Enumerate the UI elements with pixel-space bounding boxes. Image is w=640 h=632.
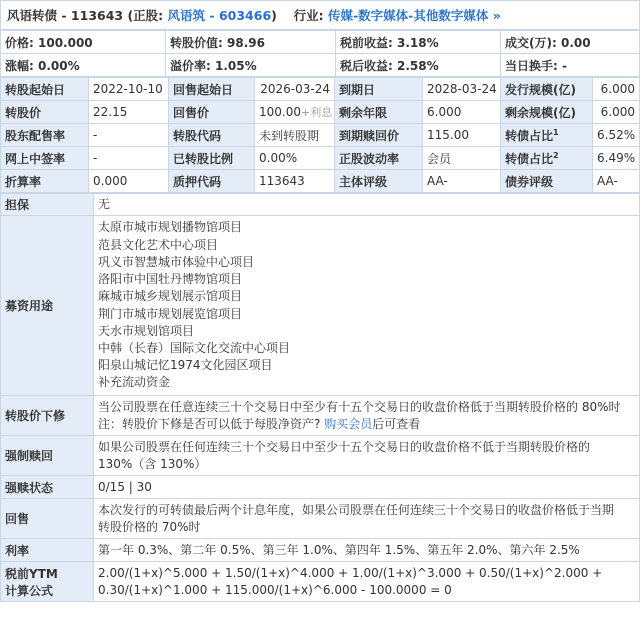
guarantee-row: 担保 无 [1, 194, 640, 216]
list-item: 范县文化艺术中心项目 [98, 237, 219, 252]
putback-row: 回售 本次发行的可转债最后两个计息年度，如果公司股票在任何连续三十个交易日的收盘价格低于当期 转股价格的 70%时 [1, 499, 640, 539]
table-row: 转股起始日 2022-10-10 回售起始日 2026-03-24 到期日 2028-03-24 发行规模(亿) 6.000 [1, 78, 640, 101]
reset-row: 转股价下修 当公司股票在任意连续三十个交易日中至少有十五个交易日的收盘价格低于当期转股价格的 80%时 注：转股价下修是否可以低于每股净资产? 购买会员后可查看 [1, 396, 640, 436]
bond-name: 风语转债 [7, 8, 58, 23]
conversion-code-status: 未到转股期 [255, 124, 335, 147]
list-item: 麻城市城乡规划展示馆项目 [98, 289, 243, 304]
stock-code-link[interactable]: 603466 [218, 8, 272, 23]
ytm-row: 税前YTM 计算公式 2.00/(1+x)^5.000 + 1.50/(1+x)^4.000 + 1.00/(1+x)^3.000 + 0.50/(1+x)^2.000 + 0.30/(1+x)^1.000 + 115.000/(1+x)^6.000 - 100.0000 = 0 [1, 562, 640, 602]
rate-row: 利率 第一年 0.3%、第二年 0.5%、第三年 1.0%、第四年 1.5%、第五年 2.0%、第六年 2.5% [1, 539, 640, 562]
turnover-amount-cell: 成交(万): 0.00 [501, 31, 640, 54]
table-row: 转股价 22.15 回售价 100.00+利息 剩余年限 6.000 剩余规模(亿) 6.000 [1, 101, 640, 124]
pretax-yield-cell: 税前收益: 3.18% [336, 31, 501, 54]
premium-cell: 溢价率: 1.05% [166, 54, 336, 77]
buy-membership-link[interactable]: 购买会员 [324, 416, 373, 431]
industry-link[interactable]: 传媒-数字媒体-其他数字媒体 [327, 8, 489, 23]
bond-terms [0, 193, 640, 602]
list-item: 天水市规划馆项目 [98, 323, 195, 338]
quote-summary [0, 30, 640, 77]
redeem-status-row: 强赎状态 0/15 | 30 [1, 476, 640, 499]
list-item: 洛阳市中国牡丹博物馆项目 [98, 272, 243, 287]
member-link[interactable]: 会员 [423, 147, 501, 170]
table-row: 折算率 0.000 质押代码 113643 主体评级 AA- 债券评级 AA- [1, 170, 640, 193]
redeem-row: 强制赎回 如果公司股票在任何连续三十个交易日中至少十五个交易日的收盘价格不低于当期转股价格的 130%（含 130%） [1, 436, 640, 476]
funds-row: 募资用途 太原市城市规划播物馆项目 范县文化艺术中心项目 巩义市智慧城市体验中心项目 洛阳市中国牡丹博物馆项目 麻城市城乡规划展示馆项目 荆门市城市规划展览馆项目 天水市规划馆项目 中韩（长春）国际文化交流中心项目 阳泉山城记忆1974文化园区项目 补充流动资金 [1, 216, 640, 396]
aftertax-yield-cell: 税后收益: 2.58% [336, 54, 501, 77]
list-item: 阳泉山城记忆1974文化园区项目 [98, 358, 273, 373]
stock-label: (正股: [127, 8, 164, 23]
table-row: 股东配售率 - 转股代码 未到转股期 到期赎回价 115.00 转债占比$^1$ 6.52% [1, 124, 640, 147]
industry-arrow-icon: » [492, 8, 501, 23]
bond-code: 113643 [70, 8, 124, 23]
funds-list [94, 216, 640, 396]
bond-title-bar: 风语转债 - 113643 (正股: 风语筑 - 603466) 行业: 传媒-数字媒体-其他数字媒体 » [0, 0, 640, 30]
list-item: 太原市城市规划播物馆项目 [98, 220, 243, 235]
list-item: 荆门市城市规划展览馆项目 [98, 306, 243, 321]
list-item: 巩义市智慧城市体验中心项目 [98, 254, 255, 269]
industry-label: 行业: [293, 8, 324, 23]
conversion-value-cell: 转股价值: 98.96 [166, 31, 336, 54]
list-item: 中韩（长春）国际文化交流中心项目 [98, 340, 291, 355]
table-row: 网上中签率 - 已转股比例 0.00% 正股波动率 会员 转债占比$^2$ 6.49% [1, 147, 640, 170]
list-item: 补充流动资金 [98, 375, 171, 390]
price-cell: 价格: 100.000 [1, 31, 166, 54]
change-cell: 涨幅: 0.00% [1, 54, 166, 77]
daily-turnover-cell: 当日换手: - [501, 54, 640, 77]
stock-name-link[interactable]: 风语筑 [167, 8, 206, 23]
bond-detail-grid [0, 77, 640, 193]
